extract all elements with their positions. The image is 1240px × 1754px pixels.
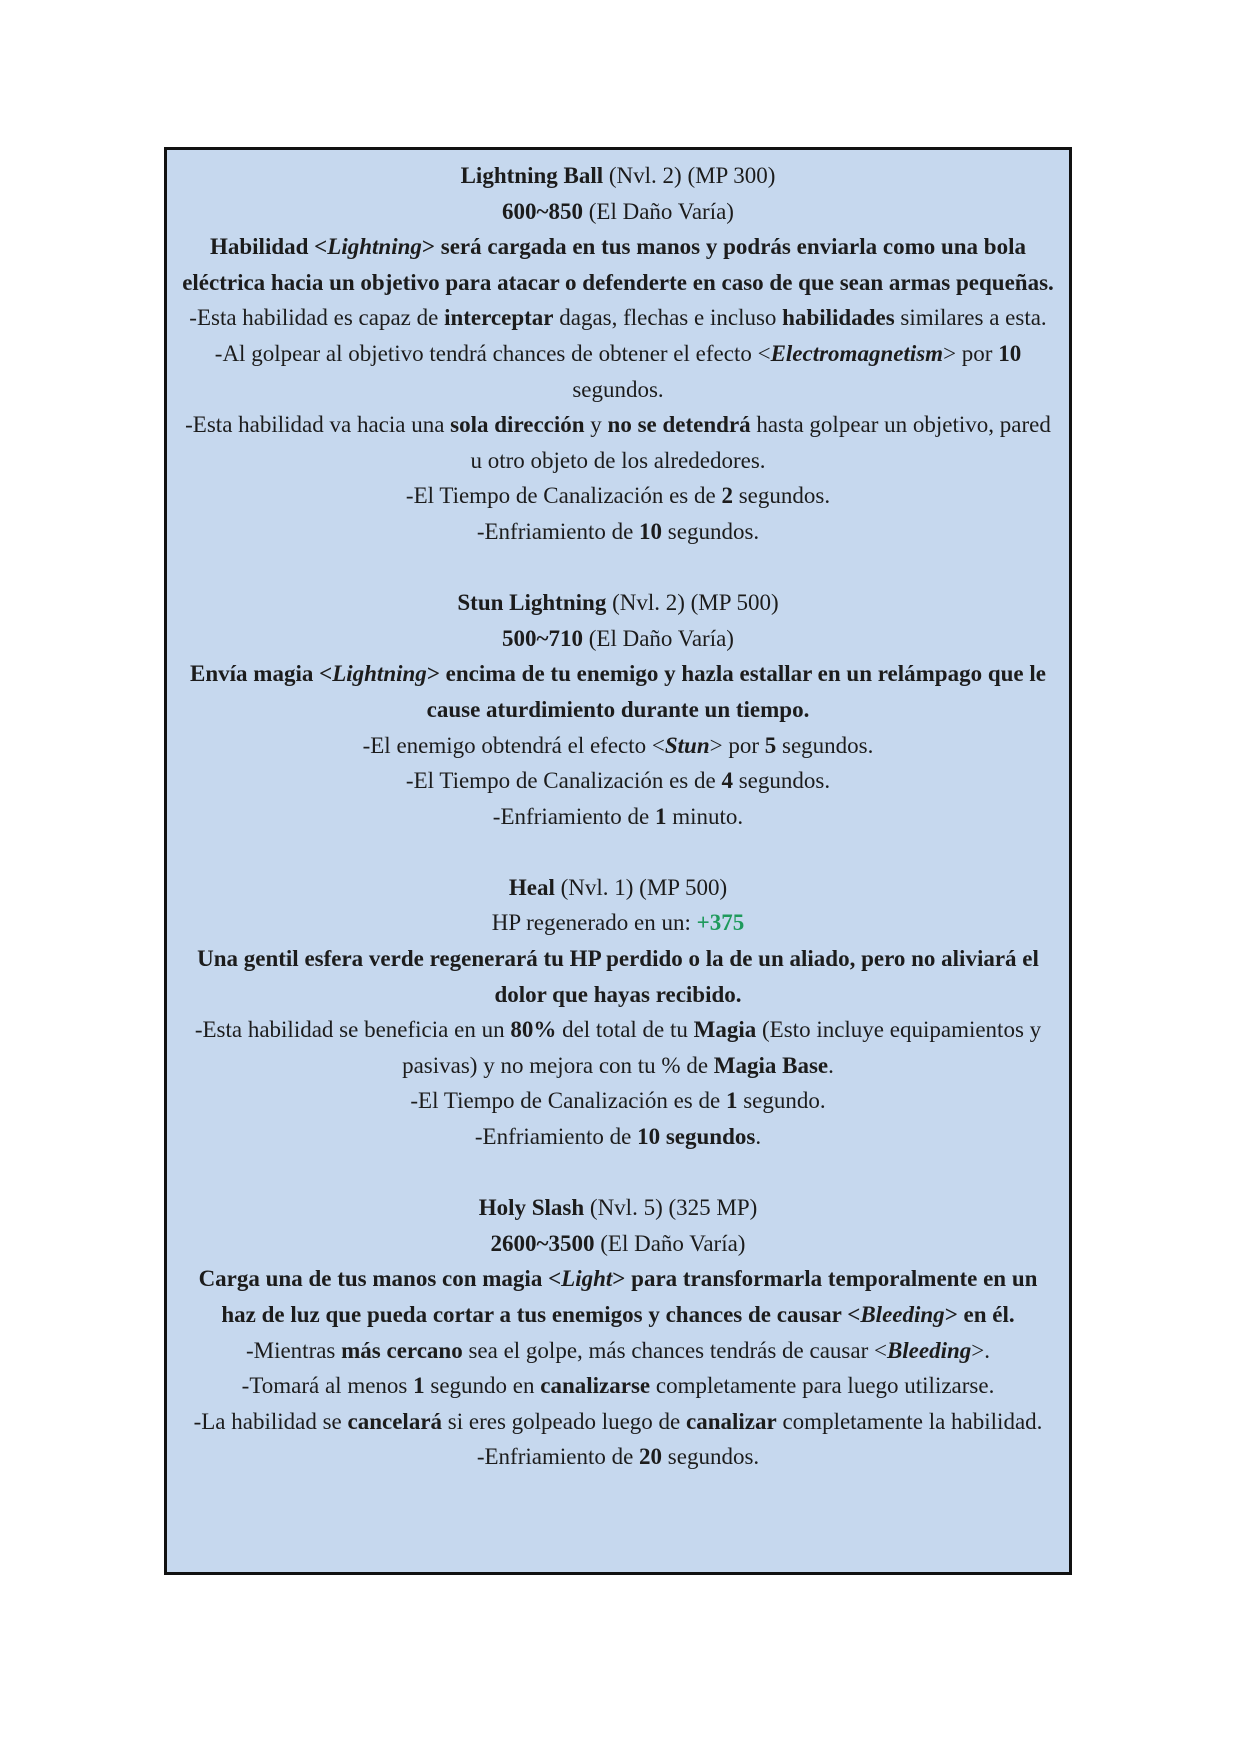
skill-property: -Al golpear al objetivo tendrá chances de obtener el efecto <Electromagnetism> por 10 segundos.: [214, 340, 1022, 402]
skill-channel-time: -El Tiempo de Canalización es de 2 segundos.: [405, 483, 831, 509]
skill-header: Holy Slash (Nvl. 5) (325 MP): [478, 1195, 758, 1221]
skill-section: [181, 585, 1055, 834]
skill-header: Stun Lightning (Nvl. 2) (MP 500): [457, 590, 779, 616]
skill-name: Lightning Ball: [460, 163, 604, 188]
skill-description: Habilidad <Lightning> será cargada en tus manos y podrás enviarla como una bola eléctrica hacia un objetivo para atacar o defenderte en caso de que sean armas pequeñas.: [182, 234, 1054, 295]
skill-property: -Esta habilidad se beneficia en un 80% del total de tu Magia (Esto incluye equipamientos y pasivas) y no mejora con tu % de Magia Base.: [194, 1017, 1042, 1078]
skill-heal: HP regenerado en un: +375: [491, 910, 745, 936]
skill-name: Stun Lightning: [457, 590, 607, 616]
skill-cooldown: -Enfriamiento de 10 segundos.: [474, 1124, 762, 1150]
skill-damage: 2600~3500 (El Daño Varía): [490, 1230, 746, 1256]
skill-section: [181, 158, 1055, 550]
skill-property: -La habilidad se cancelará si eres golpeado luego de canalizar completamente la habilidad.: [193, 1408, 1043, 1434]
skill-cooldown: -Enfriamiento de 10 segundos.: [476, 518, 760, 544]
skill-cooldown: -Enfriamiento de 20 segundos.: [476, 1444, 760, 1470]
skill-name: Holy Slash: [478, 1195, 585, 1221]
skill-damage: 600~850 (El Daño Varía): [502, 198, 734, 224]
heal-amount: +375: [696, 910, 745, 936]
skill-cooldown: -Enfriamiento de 1 minuto.: [492, 803, 744, 829]
skill-header: Lightning Ball (Nvl. 2) (MP 300): [460, 163, 776, 188]
skill-description: Una gentil esfera verde regenerará tu HP perdido o la de un aliado, pero no aliviará el dolor que hayas recibido.: [197, 946, 1039, 1007]
section-spacer: [181, 834, 1055, 870]
skill-name: Heal: [508, 874, 555, 900]
skill-channel-time: -El Tiempo de Canalización es de 4 segundos.: [405, 768, 831, 794]
skill-damage: 500~710 (El Daño Varía): [502, 625, 734, 651]
skill-channel-time: -El Tiempo de Canalización es de 1 segundo.: [410, 1088, 826, 1114]
skill-header: Heal (Nvl. 1) (MP 500): [508, 874, 728, 900]
skill-description: Carga una de tus manos con magia <Light> para transformarla temporalmente en un haz de luz que pueda cortar a tus enemigos y chances de causar <Bleeding> en él.: [198, 1266, 1038, 1327]
skill-description: Envía magia <Lightning> encima de tu enemigo y hazla estallar en un relámpago que le cause aturdimiento durante un tiempo.: [190, 661, 1046, 722]
section-spacer: [181, 550, 1055, 586]
skill-property: -Mientras más cercano sea el golpe, más chances tendrás de causar <Bleeding>.: [245, 1337, 991, 1363]
skill-section: [181, 870, 1055, 1155]
skill-box: [164, 147, 1072, 1575]
skill-property: -Esta habilidad va hacia una sola dirección y no se detendrá hasta golpear un objetivo, pared u otro objeto de los alrededores.: [185, 412, 1051, 473]
skill-property: -Tomará al menos 1 segundo en canalizarse completamente para luego utilizarse.: [241, 1373, 995, 1399]
skill-property: -El enemigo obtendrá el efecto <Stun> por 5 segundos.: [362, 732, 874, 758]
skill-section: [181, 1190, 1055, 1475]
section-spacer: [181, 1155, 1055, 1191]
skill-property: -Esta habilidad es capaz de interceptar dagas, flechas e incluso habilidades similares a esta.: [189, 305, 1047, 331]
